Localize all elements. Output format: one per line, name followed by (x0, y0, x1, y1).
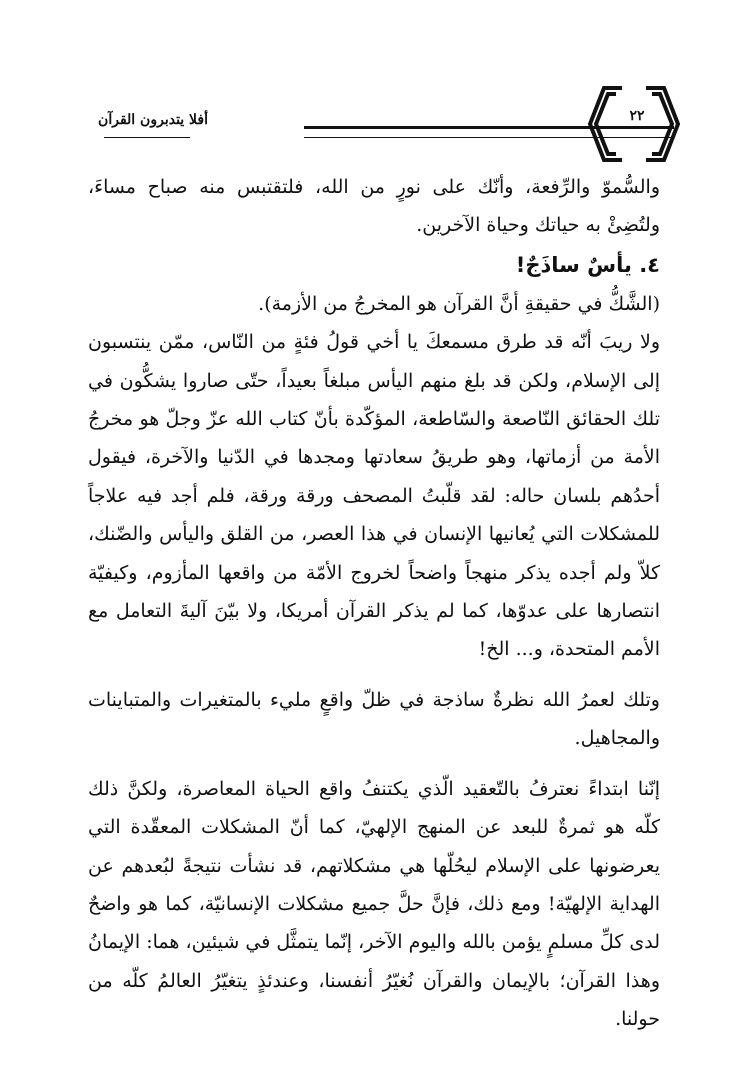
page-number: ٢٢ (629, 108, 645, 124)
page-header (98, 84, 674, 164)
paragraph-1: والسُّموّ والرِّفعة، وأنّك على نورٍ من الله، فلتقتبس منه صباح مساءَ، ولتُضِئْ به حياتك وحياة الآخرين. (88, 176, 660, 237)
paragraph-2: ولا ريبَ أنّه قد طرق مسمعكَ يا أخي قولُ فئةٍ من النّاس، ممّن ينتسبون إلى الإسلام، ولكن قد بلغ منهم اليأس مبلغاً بعيداً، حتّى صاروا يشكُّون في تلك الحقائق النّاصعة والسّاطعة، المؤكّدة بأنّ كتاب الله عزّ وجلّ هو مخرجُ الأمة من أزماتها، وهو طريقُ سعادتها ومجدها في الدّنيا والآخرة، فيقول أحدُهم بلسان حاله: لقد قلّبتُ المصحف ورقة ورقة، فلم أجد فيه علاجاً للمشكلات التي يُعانيها الإنسان في هذا العصر، من القلق واليأس والضّنك، كلاّ ولم أجده يذكر منهجاً واضحاً لخروج الأمّة من واقعها المأزوم، وكيفيّة انتصارها على عدوّها، كما لم يذكر القرآن أمريكا، ولا بيّنَ آليةَ التعامل مع الأمم المتحدة، و... الخ! (88, 331, 660, 661)
section-subtitle: (الشَّكُّ في حقيقةِ أنَّ القرآن هو المخرجُ من الأزمة). (258, 292, 660, 315)
section-heading: ٤. يأسٌ ساذَجٌ! (515, 252, 660, 277)
running-title: أفلا يتدبرون القرآن (98, 112, 208, 128)
page-number-ornament-icon (586, 84, 682, 164)
page-body (88, 168, 660, 1039)
paragraph-3: وتلك لعمرُ الله نظرةٌ ساذجة في ظلّ واقعٍ مليء بالمتغيرات والمتباينات والمجاهيل. (88, 688, 660, 750)
paragraph-4: إنّنا ابتداءً نعترفُ بالتّعقيد الّذي يكتنفُ واقع الحياة المعاصرة، ولكنَّ ذلك كلّه هو ثمرةٌ للبعد عن المنهج الإلهيّ، كما أنّ المشكلات المعقّدة التي يعرضونها على الإسلام ليحُلّها هي مشكلاتهم، قد نشأت نتيجةً لبُعدهم عن الهداية الإلهيّة! ومع ذلك، فإنَّ حلَّ جميع مشكلات الإنسانيّة، كما هو واضحٌ لدى كلِّ مسلمٍ يؤمن بالله واليوم الآخر، إنّما يتمثَّل في شيئين، هما: الإيمانُ وهذا القرآن؛ بالإيمان والقرآن نُغيّرُ أنفسنا، وعندئذٍ يتغيّرُ العالمُ كلّه من حولنا. (88, 777, 660, 1031)
